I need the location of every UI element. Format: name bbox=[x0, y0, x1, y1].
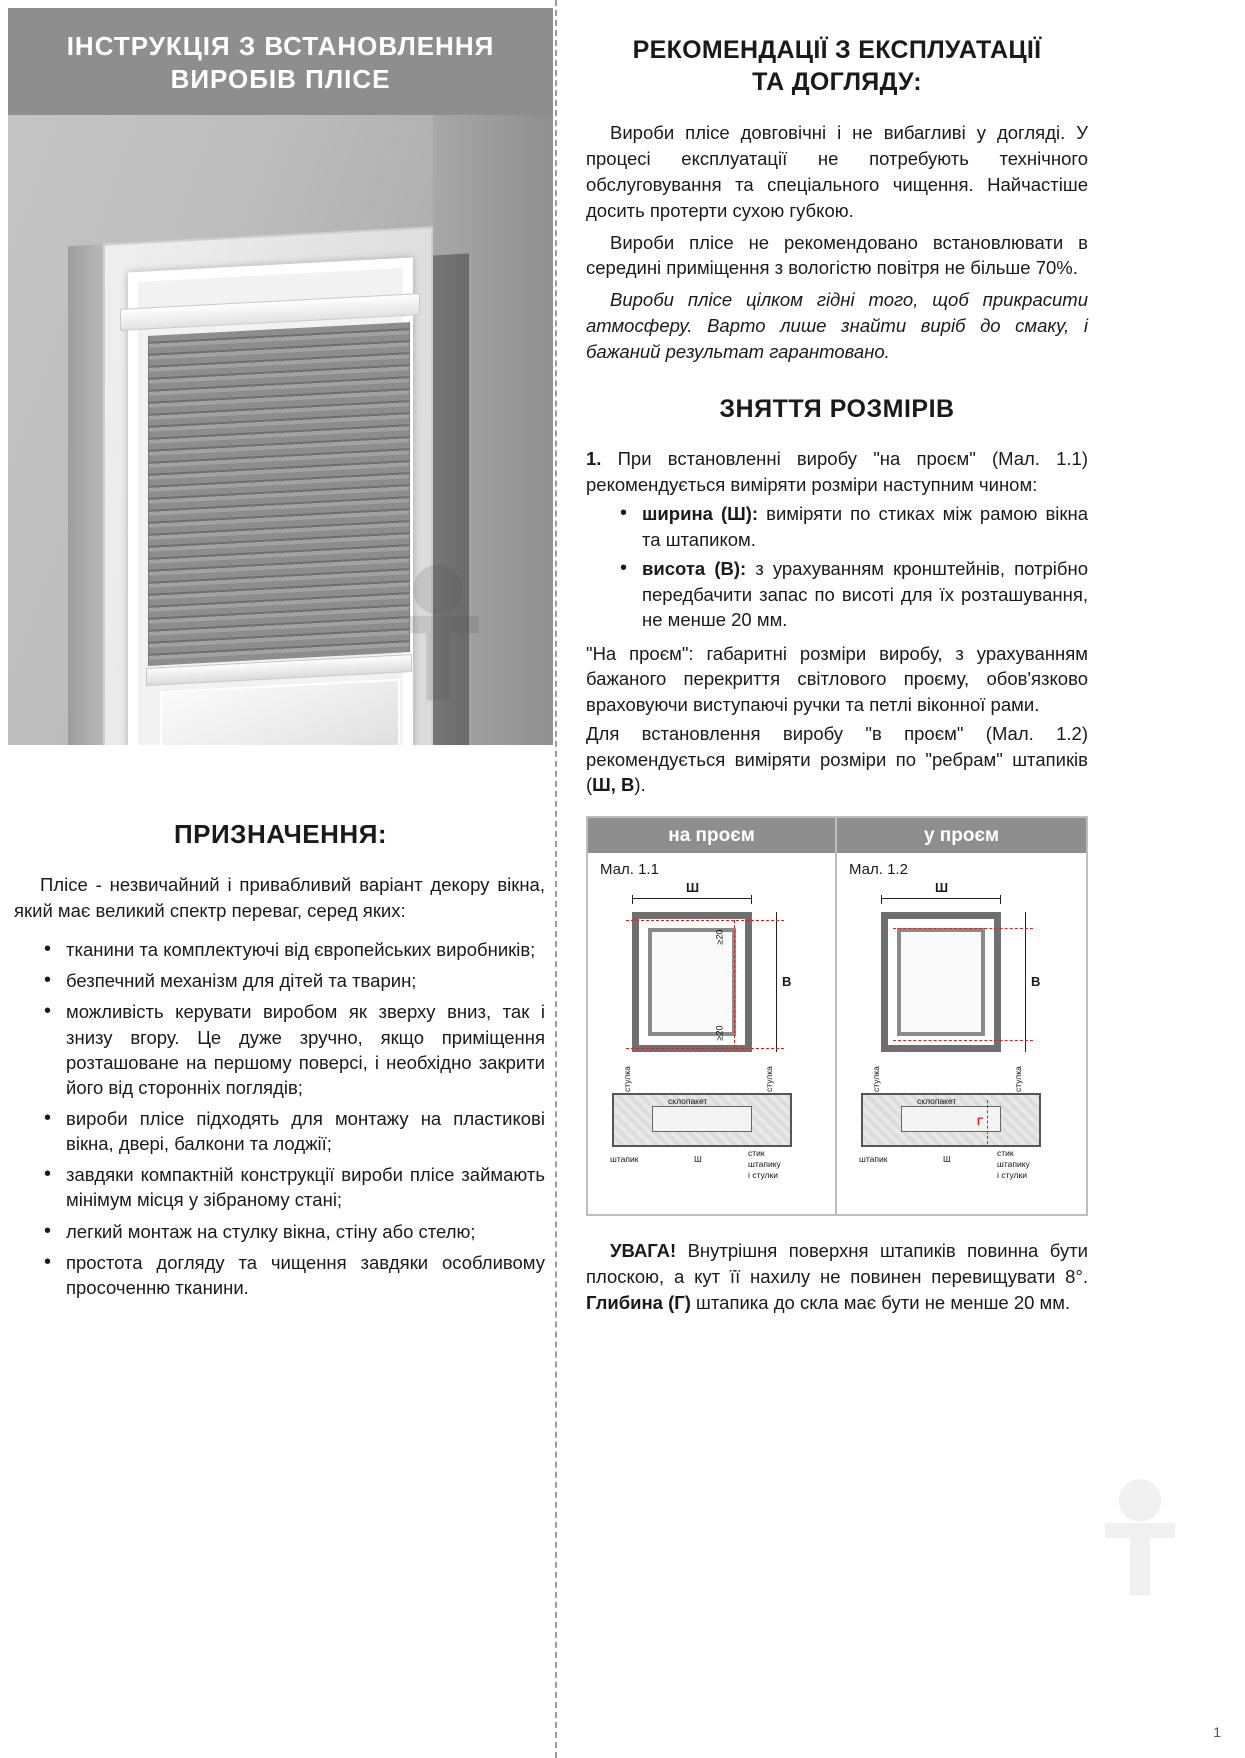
diagram-label-joint-sash: і стулки bbox=[748, 1169, 778, 1180]
diagram-section-glass bbox=[652, 1106, 752, 1132]
attention-label: УВАГА! bbox=[610, 1239, 677, 1261]
measurement-note-onframe: "На проєм": габаритні розміри виробу, з урахуванням бажаного перекриття світлового проєму, обов'язково враховуючи виступаючі ручки та петлі віконної рами. bbox=[586, 642, 1088, 715]
list-item: • безпечний механізм для дітей та тварин; bbox=[14, 968, 545, 993]
diagram-label-sash-left: стулка bbox=[871, 1065, 881, 1092]
diagram-in-frame bbox=[837, 818, 1086, 1214]
list-item: • завдяки компактній конструкції вироби пліcе займають мінімум місця у зібраному стані; bbox=[14, 1162, 545, 1212]
watermark-logo-right-icon bbox=[1075, 1458, 1205, 1608]
list-item: • легкий монтаж на стулку вікна, стіну або стелю; bbox=[14, 1219, 545, 1244]
list-item: • тканини та комплектуючі від європейських виробників; bbox=[14, 937, 545, 962]
care-paragraph-1: Вироби пліcе довговічні і не вибагливі у догляді. У процесі експлуатації не потребують технічного обслуговування та спеціального чищення. Найчастіше досить протерти сухою губкою. bbox=[586, 122, 1088, 221]
diagram-in-frame-caption: Мал. 1.2 bbox=[849, 860, 908, 878]
measurement-note-inframe-c: ). bbox=[634, 774, 646, 796]
diagram-depth-guide bbox=[987, 1100, 988, 1144]
measurement-bullet-list bbox=[586, 501, 1088, 633]
measurement-note-inframe-a: Для встановлення виробу "в проєм" (Мал. 1.2) рекомендується виміряти розміри по "ребрам" штапиків ( bbox=[586, 723, 1088, 796]
diagram-label-width: Ш bbox=[943, 1153, 951, 1164]
diagram-label-glass-unit: склопакет bbox=[917, 1095, 957, 1106]
measure-width-label: ширина (Ш): bbox=[642, 503, 759, 525]
product-photo bbox=[8, 115, 553, 745]
list-item: • простота догляду та чищення завдяки особливому просоченню тканини. bbox=[14, 1250, 545, 1300]
measure-height-text: з урахуванням кронштейнів, потрібно передбачити запас по висоті для їх розташування, не менше 20 мм. bbox=[642, 558, 1088, 631]
purpose-intro: Пліcе - незвичайний і привабливий варіант декору вікна, який має великий спектр переваг, серед яких: bbox=[14, 874, 545, 921]
diagram-window-outline bbox=[881, 912, 1001, 1052]
pleated-blind-fabric bbox=[148, 322, 410, 666]
diagram-width-label: Ш bbox=[686, 879, 700, 895]
diagram-red-guide-bottom bbox=[893, 1040, 1033, 1041]
purpose-body bbox=[8, 872, 553, 1300]
attention-depth-label: Глибина (Г) bbox=[586, 1292, 691, 1314]
measure-width-text: виміряти по стиках між рамою вікна та штапиком. bbox=[642, 503, 1088, 550]
diagram-label-sash-right: стулка bbox=[764, 1065, 774, 1092]
care-paragraph-3: Вироби пліcе цілком гідні того, щоб прикрасити атмосферу. Варто лише знайти виріб до смаку, і бажаний результат гарантовано. bbox=[586, 289, 1088, 363]
main-title-band bbox=[8, 8, 553, 115]
list-item: • можливість керувати виробом як зверху вниз, так і знизу вгору. Це дуже зручно, якщо приміщення розташоване на першому поверсі, і необхідно закрити його від сторонніх поглядів; bbox=[14, 999, 545, 1100]
diagram-red-guide-top bbox=[893, 928, 1033, 929]
diagram-in-frame-header: у проєм bbox=[837, 818, 1086, 853]
diagram-red-guide-bottom bbox=[626, 1048, 784, 1049]
attention-text-1: Внутрішня поверхня штапиків повинна бути плоскою, а кут її нахилу не повинен перевищувати 8°. bbox=[586, 1239, 1088, 1287]
diagram-in-frame-canvas bbox=[837, 878, 1086, 1208]
diagram-label-bead: штапик bbox=[859, 1153, 888, 1164]
attention-note bbox=[586, 1238, 1088, 1317]
diagram-height-dimension bbox=[776, 912, 777, 1052]
diagram-red-guide-top bbox=[626, 920, 784, 921]
diagram-width-dimension bbox=[881, 898, 1001, 899]
diagram-on-frame-header: на проєм bbox=[588, 818, 835, 853]
diagram-label-sash-left: стулка bbox=[622, 1065, 632, 1092]
measurement-intro-text: При встановленні виробу "на проєм" (Мал. 1.1) рекомендується виміряти розміри наступним чином: bbox=[586, 448, 1088, 495]
diagram-width-dimension bbox=[632, 898, 752, 899]
page-number: 1 bbox=[1213, 1724, 1221, 1740]
diagram-note-bottom-20mm: ≥20 bbox=[714, 1025, 725, 1041]
main-title-line1: ІНСТРУКЦІЯ З ВСТАНОВЛЕННЯ bbox=[66, 31, 495, 61]
measurement-note-inframe bbox=[586, 721, 1088, 798]
list-item: • вироби пліcе підходять для монтажу на пластикові вікна, двері, балкони та лоджії; bbox=[14, 1106, 545, 1156]
measurement-intro-number: 1. bbox=[586, 448, 602, 470]
diagram-section-glass bbox=[901, 1106, 1001, 1132]
diagram-label-joint-bead: штапику bbox=[997, 1158, 1030, 1169]
purpose-heading: ПРИЗНАЧЕННЯ: bbox=[173, 819, 388, 849]
diagram-on-frame-canvas bbox=[588, 878, 835, 1208]
diagram-label-bead: штапик bbox=[610, 1153, 639, 1164]
diagram-height-label: В bbox=[782, 973, 792, 989]
left-column bbox=[8, 8, 553, 1750]
diagram-window-inner bbox=[897, 928, 985, 1036]
list-item bbox=[586, 501, 1088, 552]
list-item bbox=[586, 556, 1088, 633]
measure-height-label: висота (В): bbox=[642, 558, 747, 580]
diagram-label-sash-right: стулка bbox=[1013, 1065, 1023, 1092]
window-glass bbox=[160, 679, 400, 745]
measurement-heading: ЗНЯТТЯ РОЗМІРІВ bbox=[719, 395, 955, 424]
column-divider bbox=[555, 0, 557, 1758]
diagram-width-label: Ш bbox=[935, 879, 949, 895]
diagram-label-glass-unit: склопакет bbox=[668, 1095, 708, 1106]
main-title-line2: ВИРОБІВ ПЛІСЕ bbox=[170, 63, 391, 94]
purpose-bullet-list bbox=[14, 937, 545, 1300]
diagram-height-label: В bbox=[1031, 973, 1041, 989]
attention-text-2: штапика до скла має бути не менше 20 мм. bbox=[690, 1292, 1071, 1314]
diagram-label-width: Ш bbox=[694, 1153, 702, 1164]
care-heading bbox=[586, 34, 1088, 98]
diagram-depth-label: Г bbox=[977, 1115, 984, 1128]
measurement-intro bbox=[586, 446, 1088, 497]
diagram-red-guide-vertical bbox=[734, 920, 735, 1048]
diagram-label-joint-sash: і стулки bbox=[997, 1169, 1027, 1180]
diagram-height-dimension bbox=[1025, 912, 1026, 1052]
diagram-on-frame bbox=[588, 818, 837, 1214]
measurement-diagrams bbox=[586, 816, 1088, 1216]
right-column bbox=[586, 20, 1088, 1335]
care-heading-line1: РЕКОМЕНДАЦІЇ З ЕКСПЛУАТАЦІЇ bbox=[632, 36, 1042, 64]
diagram-on-frame-caption: Мал. 1.1 bbox=[600, 860, 659, 878]
care-paragraph-2: Вироби пліcе не рекомендовано встановлювати в середині приміщення з вологістю повітря не більше 70%. bbox=[586, 231, 1088, 279]
diagram-note-top-20mm: ≥20 bbox=[714, 929, 725, 945]
care-heading-line2: ТА ДОГЛЯДУ: bbox=[752, 68, 922, 96]
measurement-note-inframe-b: Ш, В bbox=[592, 774, 635, 796]
diagram-label-joint-bead: штапику bbox=[748, 1158, 781, 1169]
diagram-label-joint: стик bbox=[997, 1147, 1014, 1158]
diagram-label-joint: стик bbox=[748, 1147, 765, 1158]
